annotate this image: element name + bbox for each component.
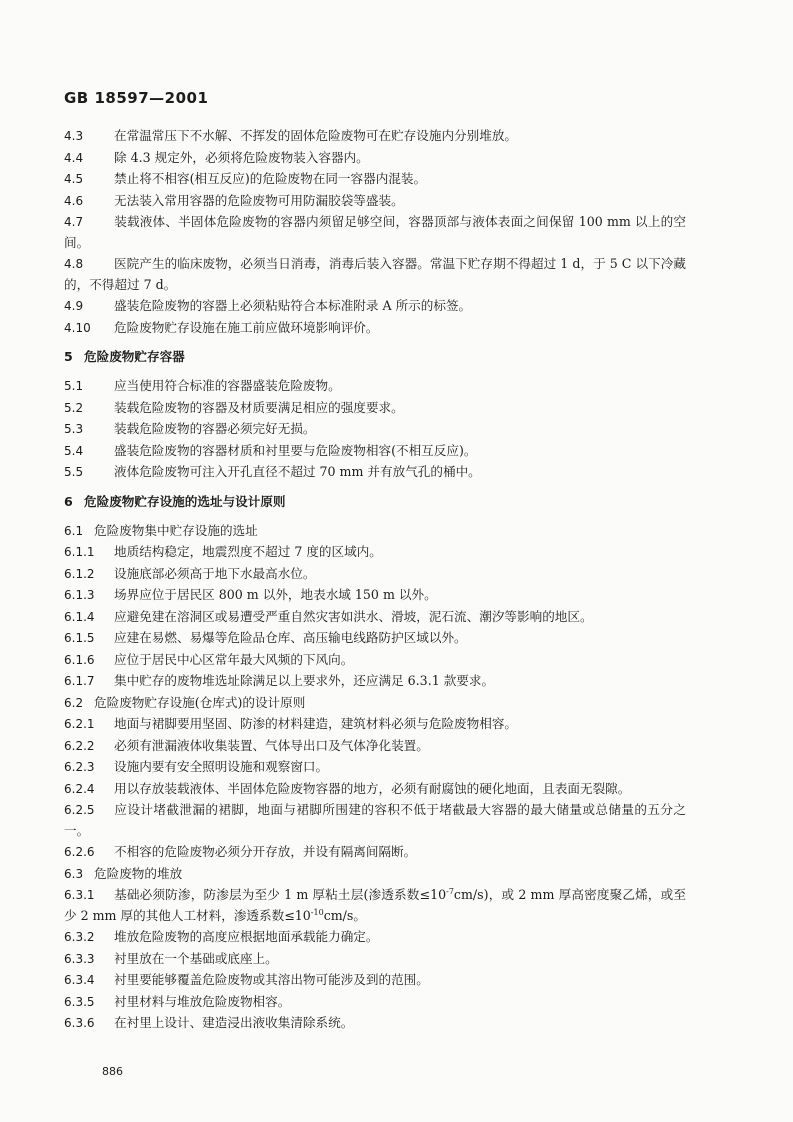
clause [64,148,686,169]
section-number: 5 [64,349,73,364]
clause-text: 危险废物贮存设施在施工前应做环境影响评价。 [114,319,379,335]
clause-text: 集中贮存的废物堆选址除满足以上要求外，还应满足 6.3.1 款要求。 [114,673,495,688]
clause-text: 除 4.3 规定外，必须将危险废物装入容器内。 [114,149,369,165]
clause-text: 设施内要有安全照明设施和观察窗口。 [114,759,329,774]
clause-text: 场界应位于居民区 800 m 以外，地表水域 150 m 以外。 [114,587,437,602]
clause-number: 5.2 [64,400,84,415]
clause-number: 6.2.4 [64,781,95,796]
clause-number: 5.1 [64,379,84,393]
clause-number: 5.5 [64,465,84,479]
subsection-number: 6.3 [64,866,84,881]
clause [64,800,686,841]
clause-number: 6.2.1 [64,717,95,731]
clause [64,671,686,692]
section-title: 危险废物贮存容器 [84,349,185,364]
section-heading-6 [64,492,686,512]
clause-text: 装载危险废物的容器及材质要满足相应的强度要求。 [114,399,404,415]
clause-number: 6.1.1 [64,545,95,559]
clause-text: cm/s)，或 2 mm 厚高密度聚乙烯，或至少 2 mm 厚的其他人工材料，渗透系数≤10 [64,887,686,923]
clause [64,212,686,253]
clause [64,564,686,585]
clause [64,318,686,339]
clause [64,949,686,970]
section-heading-5 [64,347,686,367]
clause [64,376,686,397]
clause-list-4 [64,126,686,338]
clause [64,254,686,295]
clause-text: 地质结构稳定，地震烈度不超过 7 度的区域内。 [114,544,382,559]
section-number: 6 [64,493,73,509]
clause-number: 6.1.2 [64,566,95,581]
clause-text: 装载液体、半固体危险废物的容器内须留足够空间，容器顶部与液体表面之间保留 100 mm 以上的空间。 [64,214,686,250]
subsection-heading [64,864,686,885]
clause [64,585,686,606]
clause-text: 在衬里上设计、建造浸出液收集清除系统。 [114,1015,354,1030]
clause-number: 6.3.6 [64,1016,95,1030]
clause [64,842,686,863]
clause-number: 5.4 [64,443,84,458]
clause-number: 4.8 [64,257,84,271]
clause-text: 在常温常压下不水解、不挥发的固体危险废物可在贮存设施内分别堆放。 [114,128,517,143]
clause-text: 必须有泄漏液体收集装置、气体导出口及气体净化装置。 [114,737,429,753]
subsection-number: 6.2 [64,695,84,710]
clause-number: 6.1.4 [64,609,95,624]
subsection-title: 危险废物贮存设施(仓库式)的设计原则 [94,694,306,710]
clause-number: 6.3.5 [64,994,95,1009]
subsection-title: 危险废物的堆放 [94,865,183,881]
clause-text: 基础必须防渗，防渗层为至少 1 m 厚粘土层(渗透系数≤10 [114,887,447,902]
subsection-6-2 [64,693,686,863]
clause-number: 6.1.7 [64,674,95,688]
clause-number: 4.10 [64,320,91,335]
clause [64,650,686,671]
subsection-heading [64,521,686,542]
clause [64,398,686,419]
clause-text: 应位于居民中心区常年最大风频的下风向。 [114,651,354,667]
clause-number: 6.1.5 [64,631,95,645]
standard-code: GB 18597—2001 [64,89,209,107]
clause-number: 4.9 [64,299,84,313]
clause-number: 4.7 [64,215,84,229]
clause-text: 衬里放在一个基础或底座上。 [114,950,278,966]
exponent: -7 [446,887,454,896]
clause [64,542,686,563]
clause-text: 无法装入常用容器的危险废物可用防漏胶袋等盛装。 [114,192,404,208]
clause-number: 6.2.3 [64,760,95,774]
clause [64,714,686,735]
clause-number: 4.5 [64,172,84,186]
clause-number: 4.3 [64,129,84,143]
clause [64,992,686,1013]
clause [64,885,686,926]
clause [64,779,686,800]
clause-text: 应建在易燃、易爆等危险品仓库、高压输电线路防护区域以外。 [114,630,467,645]
clause-text: 装载危险废物的容器必须完好无损。 [114,421,316,436]
clause-text: 衬里要能够覆盖危险废物或其溶出物可能涉及到的范围。 [114,972,429,987]
clause [64,462,686,483]
clause [64,126,686,147]
clause [64,757,686,778]
clause-number: 6.1.6 [64,652,95,667]
clause-number: 5.3 [64,422,84,436]
clause [64,191,686,212]
clause-text: 禁止将不相容(相互反应)的危险废物在同一容器内混装。 [114,171,427,186]
clause-text: 用以存放装载液体、半固体危险废物容器的地方，必须有耐腐蚀的硬化地面，且表面无裂隙。 [114,780,631,796]
clause [64,607,686,628]
clause-text: 应当使用符合标准的容器盛装危险废物。 [114,378,341,393]
clause-number: 6.2.5 [64,803,95,817]
clause-number: 6.3.2 [64,930,95,944]
clause-text: 盛装危险废物的容器上必须粘贴符合本标准附录 A 所示的标签。 [114,298,472,313]
page-number: 886 [102,1065,123,1078]
exponent: -10 [310,907,324,917]
clause [64,419,686,440]
clause-text: 堆放危险废物的高度应根据地面承载能力确定。 [114,929,379,944]
clause-number: 6.3.3 [64,951,95,966]
clause-number: 6.3.4 [64,973,95,987]
document-body [64,126,686,1035]
clause-text: 应设计堵截泄漏的裙脚，地面与裙脚所围建的容积不低于堵截最大容器的最大储量或总储量的五分之一。 [64,802,686,838]
clause-list-5 [64,376,686,483]
clause-text: 应避免建在溶洞区或易遭受严重自然灾害如洪水、滑坡，泥石流、潮汐等影响的地区。 [114,608,593,624]
clause [64,970,686,991]
clause [64,628,686,649]
clause-text: 衬里材料与堆放危险废物相容。 [114,993,291,1009]
clause-text: cm/s。 [323,907,366,923]
subsection-6-1 [64,521,686,692]
clause [64,1013,686,1034]
subsection-number: 6.1 [64,523,84,538]
subsection-heading [64,693,686,714]
clause-number: 6.2.6 [64,845,95,859]
clause [64,736,686,757]
clause-text: 医院产生的临床废物，必须当日消毒，消毒后装入容器。常温下贮存期不得超过 1 d，于 5 C 以下冷藏的，不得超过 7 d。 [64,256,686,292]
subsection-title: 危险废物集中贮存设施的选址 [94,522,258,538]
clause-number: 6.3.1 [64,888,95,902]
clause [64,441,686,462]
clause-number: 4.6 [64,193,84,208]
clause [64,296,686,317]
clause-text: 不相容的危险废物必须分开存放，并设有隔离间隔断。 [114,844,417,859]
clause-text: 设施底部必须高于地下水最高水位。 [114,565,316,581]
clause-number: 6.1.3 [64,588,95,602]
clause-text: 盛装危险废物的容器材质和衬里要与危险废物相容(不相互反应)。 [114,442,477,458]
section-title: 危险废物贮存设施的选址与设计原则 [84,493,286,509]
clause [64,169,686,190]
clause-number: 6.2.2 [64,738,95,753]
subsection-6-3 [64,864,686,1034]
clause-number: 4.4 [64,150,84,165]
clause-text: 液体危险废物可注入开孔直径不超过 70 mm 并有放气孔的桶中。 [114,464,481,479]
clause [64,927,686,948]
clause-text: 地面与裙脚要用坚固、防渗的材料建造，建筑材料必须与危险废物相容。 [114,716,517,731]
